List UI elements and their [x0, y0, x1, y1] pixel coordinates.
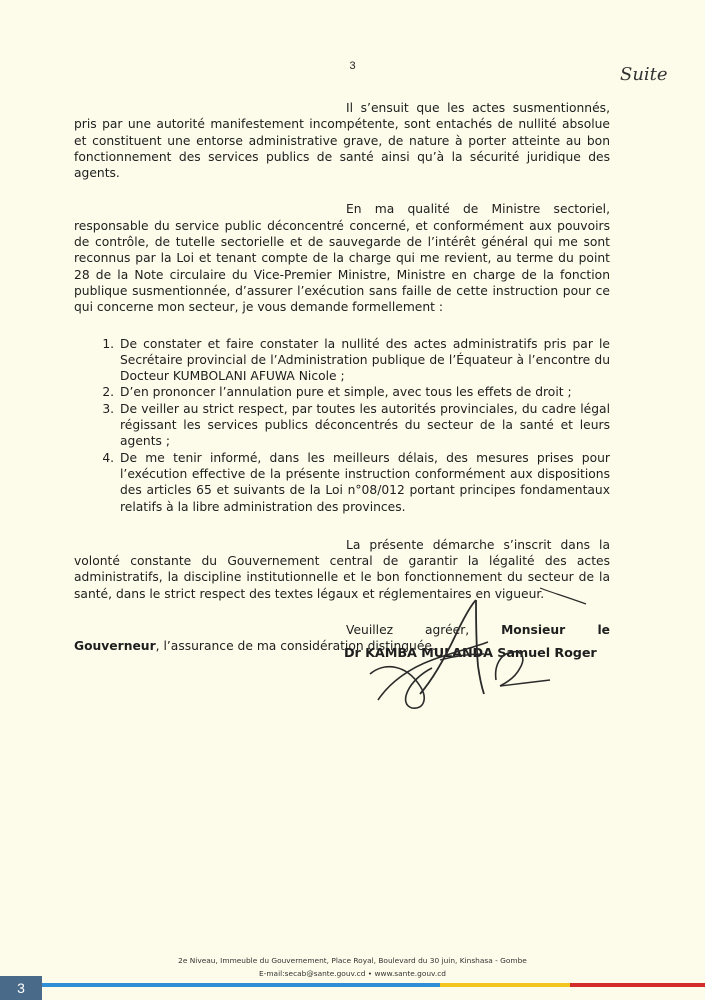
paragraph-government-will: La présente démarche s’inscrit dans la volonté constante du Gouvernement central de garantir la légalité des actes administratifs, la discipline institutionnelle et le bon fonctionnement du secteur de la santé, dans le strict respect des textes légaux et réglementaires en vigueur.	[74, 537, 610, 601]
footer-contact	[0, 969, 705, 978]
footer-separator: •	[367, 969, 373, 978]
page-number: 3	[349, 60, 356, 72]
footer-email: E-mail:secab@sante.gouv.cd	[259, 969, 366, 978]
request-item: 4. De me tenir informé, dans les meilleurs délais, des mesures prises pour l’exécution effective de la présente instruction conformément aux dispositions des articles 65 et suivants de la Loi n°08/012 portant principes fondamentaux relatifs à la libre administration des provinces.	[118, 450, 610, 515]
paragraph-minister-request: En ma qualité de Ministre sectoriel, responsable du service public déconcentré concerné, et conformément aux pouvoirs de contrôle, de tutelle sectorielle et de sauvegarde de l’intérêt général qui me sont reconnus par la Loi et tenant compte de la charge qui me revient, au terme du point 28 de la Note circulaire du Vice-Premier Ministre, Ministre en charge de la fonction publique susmentionnée, d’assurer l’exécution sans faille de cette instruction pour ce qui concerne mon secteur, je vous demande formellement :	[74, 202, 610, 315]
flag-stripe-red	[570, 983, 705, 987]
flag-stripe-blue	[0, 983, 440, 987]
closing-prefix: Veuillez agréer,	[346, 623, 502, 638]
footer-website: www.sante.gouv.cd	[374, 969, 446, 978]
signatory-name: Dr KAMBA MULANDA Samuel Roger	[344, 646, 597, 661]
salutation: Monsieur le Gouverneur	[74, 623, 610, 654]
paragraph-nullity: Il s’ensuit que les actes susmentionnés, pris par une autorité manifestement incompétente, sont entachés de nullité absolue et constituent une entorse administrative grave, de nature à porter atteinte au bon fonctionnement des services publics de santé ainsi qu’à la sécurité juridique des agents.	[74, 101, 610, 181]
request-list	[74, 336, 610, 515]
flag-stripe-yellow	[440, 983, 570, 987]
request-item: 1. De constater et faire constater la nullité des actes administratifs pris par le Secrétaire provincial de l’Administration publique de l’Équateur à l’encontre du Docteur KUMBOLANI AFUWA Nicole ;	[118, 336, 610, 385]
flag-stripe	[0, 983, 705, 987]
page-badge: 3	[0, 976, 42, 1000]
handwritten-signature	[350, 582, 590, 722]
request-item: 3. De veiller au strict respect, par toutes les autorités provinciales, du cadre légal régissant les services publics déconcentrés du secteur de la santé et leurs agents ;	[118, 401, 610, 450]
letter-body	[74, 100, 610, 655]
request-item: 2. D’en prononcer l’annulation pure et simple, avec tous les effets de droit ;	[118, 384, 610, 400]
suite-label: Suite	[620, 64, 668, 85]
footer-address: 2e Niveau, Immeuble du Gouvernement, Place Royal, Boulevard du 30 juin, Kinshasa - Gombe	[178, 956, 527, 965]
closing-suffix: , l’assurance de ma considération distinguée.	[155, 639, 436, 654]
